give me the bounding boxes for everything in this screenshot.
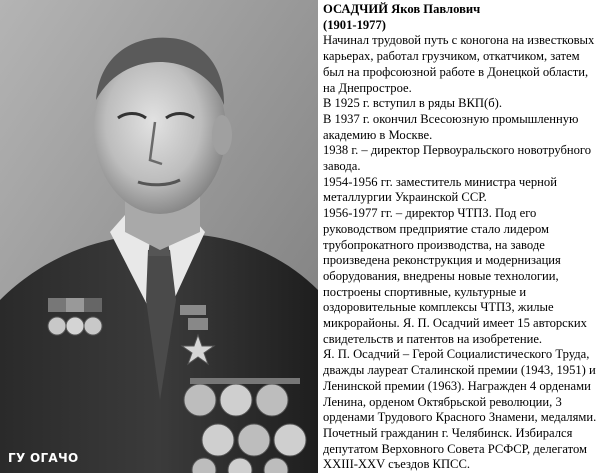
person-name bbox=[323, 2, 598, 18]
bio-paragraph: Начинал трудовой путь с коногона на известковых карьерах, работал грузчиком, откатчиком, затем был на профсоюзной работе в Донецкой области, на Днепрострое. bbox=[323, 33, 595, 95]
bio-paragraph: 1956-1977 гг. – директор ЧТПЗ. Под его руководством предприятие стало лидером трубопрокатного производства, на заводе произведена реконструкция и модернизация оборудования, внедрены новые технологии, построены спортивные, культурные и оздоровительные комплексы ЧТПЗ, жилые микрорайоны. Я. П. Осадчий имеет 15 авторских свидетельств и патентов на изобретение. bbox=[323, 206, 587, 346]
surname: ОСАДЧИЙ bbox=[323, 2, 389, 16]
biography-text bbox=[323, 2, 598, 473]
archive-watermark: ГУ ОГАЧО bbox=[8, 451, 79, 465]
bio-paragraph: 1938 г. – директор Первоуральского новотрубного завода. bbox=[323, 143, 592, 174]
life-years: (1901-1977) bbox=[323, 17, 386, 32]
bio-paragraph: В 1937 г. окончил Всесоюзную промышленную академию в Москве. bbox=[323, 111, 579, 142]
bio-paragraph: В 1925 г. вступил в ряды ВКП(б). bbox=[323, 96, 502, 111]
given-names: Яков Павлович bbox=[391, 2, 481, 16]
bio-paragraph: 1954-1956 гг. заместитель министра черной металлургии Украинской ССР. bbox=[323, 174, 557, 205]
bio-paragraph: Я. П. Осадчий – Герой Социалистического Труда, дважды лауреат Сталинской премии (1943, 1951) и Ленинской премии (1963). Награжден 4 орденами Ленина, орденом Октябрьской революции, 3 орденами Трудового Красного Знамени, медалями. Почетный гражданин г. Челябинск. Избирался депутатом Верховного Совета РСФСР, делегатом XXIII-XXV съездов КПСС. bbox=[323, 347, 597, 472]
